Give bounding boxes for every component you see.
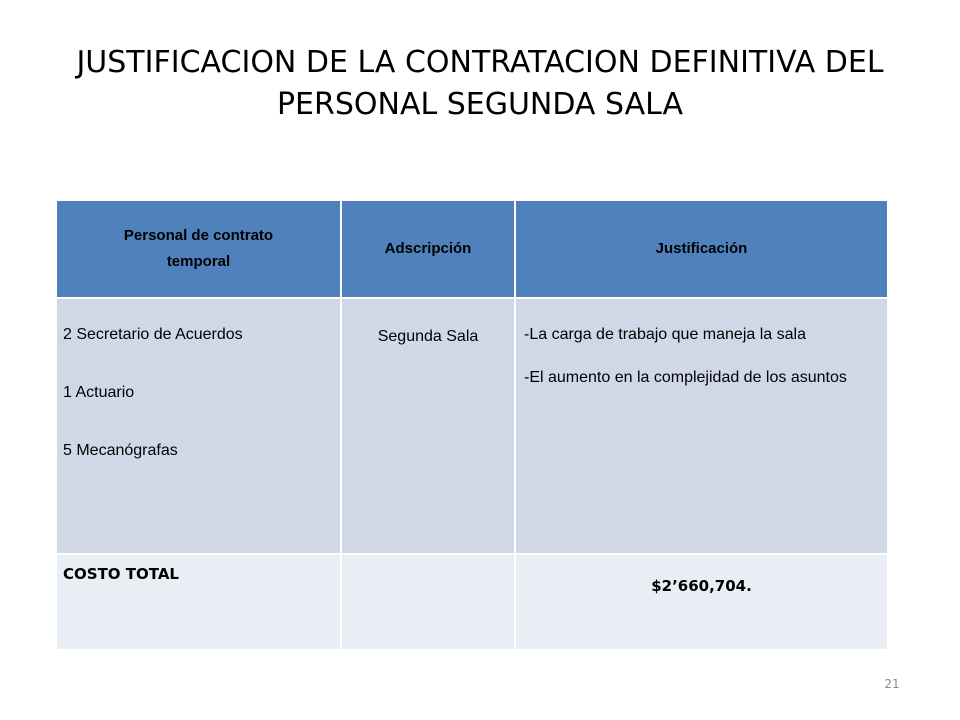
header-personal-label: Personal de contrato temporal	[123, 227, 274, 270]
personal-item: 5 Mecanógrafas	[63, 442, 178, 459]
justificacion-item: -El aumento en la complejidad de los asuntos	[524, 369, 847, 386]
staffing-table	[57, 201, 887, 651]
cell-personal	[57, 298, 341, 554]
total-label: COSTO TOTAL	[57, 554, 341, 650]
total-value: $2’660,704.	[515, 554, 887, 650]
personal-item: 2 Secretario de Acuerdos	[63, 326, 243, 343]
page-number: 21	[884, 677, 900, 691]
personal-item: 1 Actuario	[63, 384, 135, 401]
cell-justificacion	[515, 298, 887, 554]
total-adscripcion	[341, 554, 515, 650]
table-header-row	[57, 201, 887, 298]
justificacion-item: -La carga de trabajo que maneja la sala	[524, 326, 806, 343]
header-adscripcion	[341, 201, 515, 298]
slide-title-line-2: PERSONAL SEGUNDA SALA	[276, 87, 684, 122]
header-personal	[57, 201, 341, 298]
cell-adscripcion: Segunda Sala	[341, 298, 515, 554]
total-row	[57, 554, 887, 650]
header-justificacion	[515, 201, 887, 298]
header-justificacion-label: Justificación	[655, 240, 748, 257]
header-adscripcion-label: Adscripción	[384, 240, 472, 257]
slide-title	[40, 42, 920, 126]
table-row	[57, 298, 887, 554]
slide-title-line-1: JUSTIFICACION DE LA CONTRATACION DEFINITIVA DEL	[76, 45, 884, 80]
